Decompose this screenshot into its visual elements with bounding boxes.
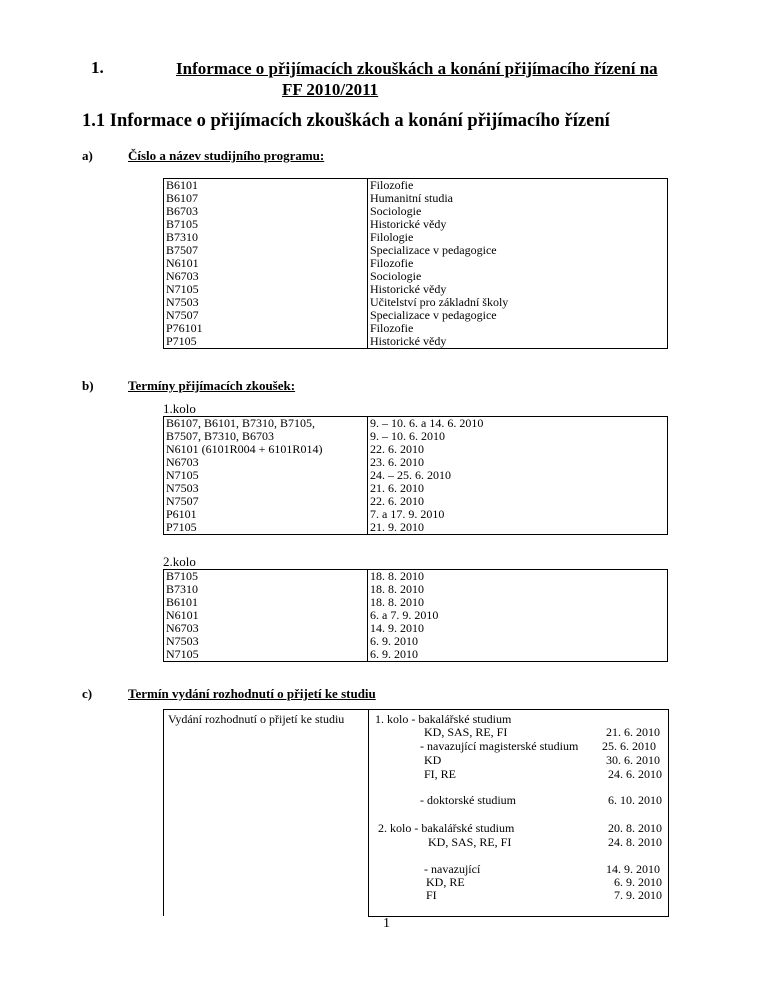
table-cell: N6703 (166, 269, 199, 283)
table-cell: N7105 (166, 647, 199, 661)
section-c-letter: c) (82, 686, 93, 701)
table-cell: 9. – 10. 6. a 14. 6. 2010 (370, 416, 484, 430)
round1-date-column (368, 417, 668, 535)
r1-d: FI, RE (424, 767, 457, 781)
table-cell: Filozofie (370, 321, 414, 335)
subheading: 1.1 Informace o přijímacích zkouškách a konání přijímacího řízení (82, 111, 610, 131)
table-cell: B7507, B7310, B6703 (166, 429, 275, 443)
table-cell: N7105 (166, 282, 199, 296)
section-c-title: Termín vydání rozhodnutí o přijetí ke studiu (128, 686, 376, 701)
r2-b: - navazující (424, 862, 481, 876)
table-cell: Historické vědy (370, 282, 447, 296)
table-cell: 7. a 17. 9. 2010 (370, 507, 445, 521)
table-cell: 6. 9. 2010 (370, 647, 418, 661)
table-cell: B7105 (166, 217, 199, 231)
programs-name-column (368, 179, 668, 349)
r1-title: 1. kolo - bakalářské studium (375, 712, 512, 726)
section-b-letter: b) (82, 378, 94, 393)
r2-a-date: 24. 8. 2010 (608, 835, 662, 849)
table-cell: Sociologie (370, 269, 422, 283)
table-cell: 21. 6. 2010 (370, 481, 424, 495)
table-cell: Humanitní studia (370, 191, 453, 205)
r1-c: KD (424, 753, 442, 767)
table-cell: B7310 (166, 582, 199, 596)
table-cell: N6101 (166, 256, 199, 270)
r2-d-date: 7. 9. 2010 (614, 888, 662, 902)
table-cell: 24. – 25. 6. 2010 (370, 468, 451, 482)
table-cell: N6101 (166, 608, 199, 622)
r2-b-date: 14. 9. 2010 (606, 862, 660, 876)
table-cell: P6101 (166, 507, 197, 521)
table-cell: 6. a 7. 9. 2010 (370, 608, 439, 622)
table-cell: Historické vědy (370, 334, 447, 348)
table-cell: B7105 (166, 569, 199, 583)
r1-b-date: 25. 6. 2010 (602, 739, 656, 753)
table-cell: 23. 6. 2010 (370, 455, 424, 469)
decision-left-cell (163, 709, 369, 916)
r2-title-date: 20. 8. 2010 (608, 821, 662, 835)
main-heading-line2: FF 2010/2011 (282, 80, 379, 99)
table-cell: Filozofie (370, 178, 414, 192)
table-cell: N6101 (6101R004 + 6101R014) (166, 442, 323, 456)
r1-b: - navazující magisterské studium (420, 739, 579, 753)
round1-program-column (164, 417, 368, 535)
table-cell: Filologie (370, 230, 414, 244)
table-cell: Učitelství pro základní školy (370, 295, 509, 309)
r2-d: FI (426, 888, 437, 902)
main-heading (176, 58, 716, 100)
r1-e: - doktorské studium (420, 793, 516, 807)
heading-number: 1. (91, 58, 104, 77)
r2-c: KD, RE (426, 875, 465, 889)
programs-table (163, 178, 668, 349)
table-cell: P76101 (166, 321, 203, 335)
table-cell: 22. 6. 2010 (370, 494, 424, 508)
r1-e-date: 6. 10. 2010 (608, 793, 662, 807)
decision-left-label: Vydání rozhodnutí o přijetí ke studiu (168, 712, 345, 726)
r2-c-date: 6. 9. 2010 (614, 875, 662, 889)
table-cell: 6. 9. 2010 (370, 634, 418, 648)
round1-label: 1.kolo (163, 401, 196, 416)
table-cell: P7105 (166, 334, 197, 348)
table-cell: B7507 (166, 243, 199, 257)
table-cell: 18. 8. 2010 (370, 582, 424, 596)
section-b-title: Termíny přijímacích zkoušek: (128, 378, 296, 393)
table-cell: N7503 (166, 481, 199, 495)
table-cell: B6107, B6101, B7310, B7105, (166, 416, 316, 430)
table-cell: N6703 (166, 621, 199, 635)
table-cell: 14. 9. 2010 (370, 621, 424, 635)
table-cell: B6107 (166, 191, 199, 205)
table-cell: N6703 (166, 455, 199, 469)
r2-title: 2. kolo - bakalářské studium (378, 821, 515, 835)
table-cell: Sociologie (370, 204, 422, 218)
r1-c-date: 30. 6. 2010 (606, 753, 660, 767)
round2-program-column (164, 570, 368, 662)
table-cell: Specializace v pedagogice (370, 308, 497, 322)
section-a-letter: a) (82, 148, 93, 163)
page-number: 1 (383, 916, 390, 931)
r1-a-date: 21. 6. 2010 (606, 725, 660, 739)
table-cell: Historické vědy (370, 217, 447, 231)
table-cell: N7105 (166, 468, 199, 482)
table-cell: 21. 9. 2010 (370, 520, 424, 534)
table-cell: 9. – 10. 6. 2010 (370, 429, 445, 443)
table-cell: Specializace v pedagogice (370, 243, 497, 257)
r2-a: KD, SAS, RE, FI (428, 835, 512, 849)
table-cell: B6101 (166, 595, 199, 609)
table-cell: B6703 (166, 204, 199, 218)
table-cell: N7503 (166, 295, 199, 309)
table-cell: Filozofie (370, 256, 414, 270)
table-cell: 18. 8. 2010 (370, 595, 424, 609)
table-cell: N7503 (166, 634, 199, 648)
table-cell: 18. 8. 2010 (370, 569, 424, 583)
programs-code-column (164, 179, 368, 349)
r1-d-date: 24. 6. 2010 (608, 767, 662, 781)
section-a-title: Číslo a název studijního programu: (128, 148, 325, 163)
table-cell: N7507 (166, 494, 199, 508)
main-heading-line1: Informace o přijímacích zkouškách a konání přijímacího řízení na (176, 59, 658, 78)
round1-table (163, 416, 668, 535)
r1-a: KD, SAS, RE, FI (424, 725, 508, 739)
round2-label: 2.kolo (163, 554, 196, 569)
table-cell: B7310 (166, 230, 199, 244)
table-cell: 22. 6. 2010 (370, 442, 424, 456)
table-cell: B6101 (166, 178, 199, 192)
round2-table (163, 569, 668, 662)
round2-date-column (368, 570, 668, 662)
table-cell: N7507 (166, 308, 199, 322)
table-cell: P7105 (166, 520, 197, 534)
